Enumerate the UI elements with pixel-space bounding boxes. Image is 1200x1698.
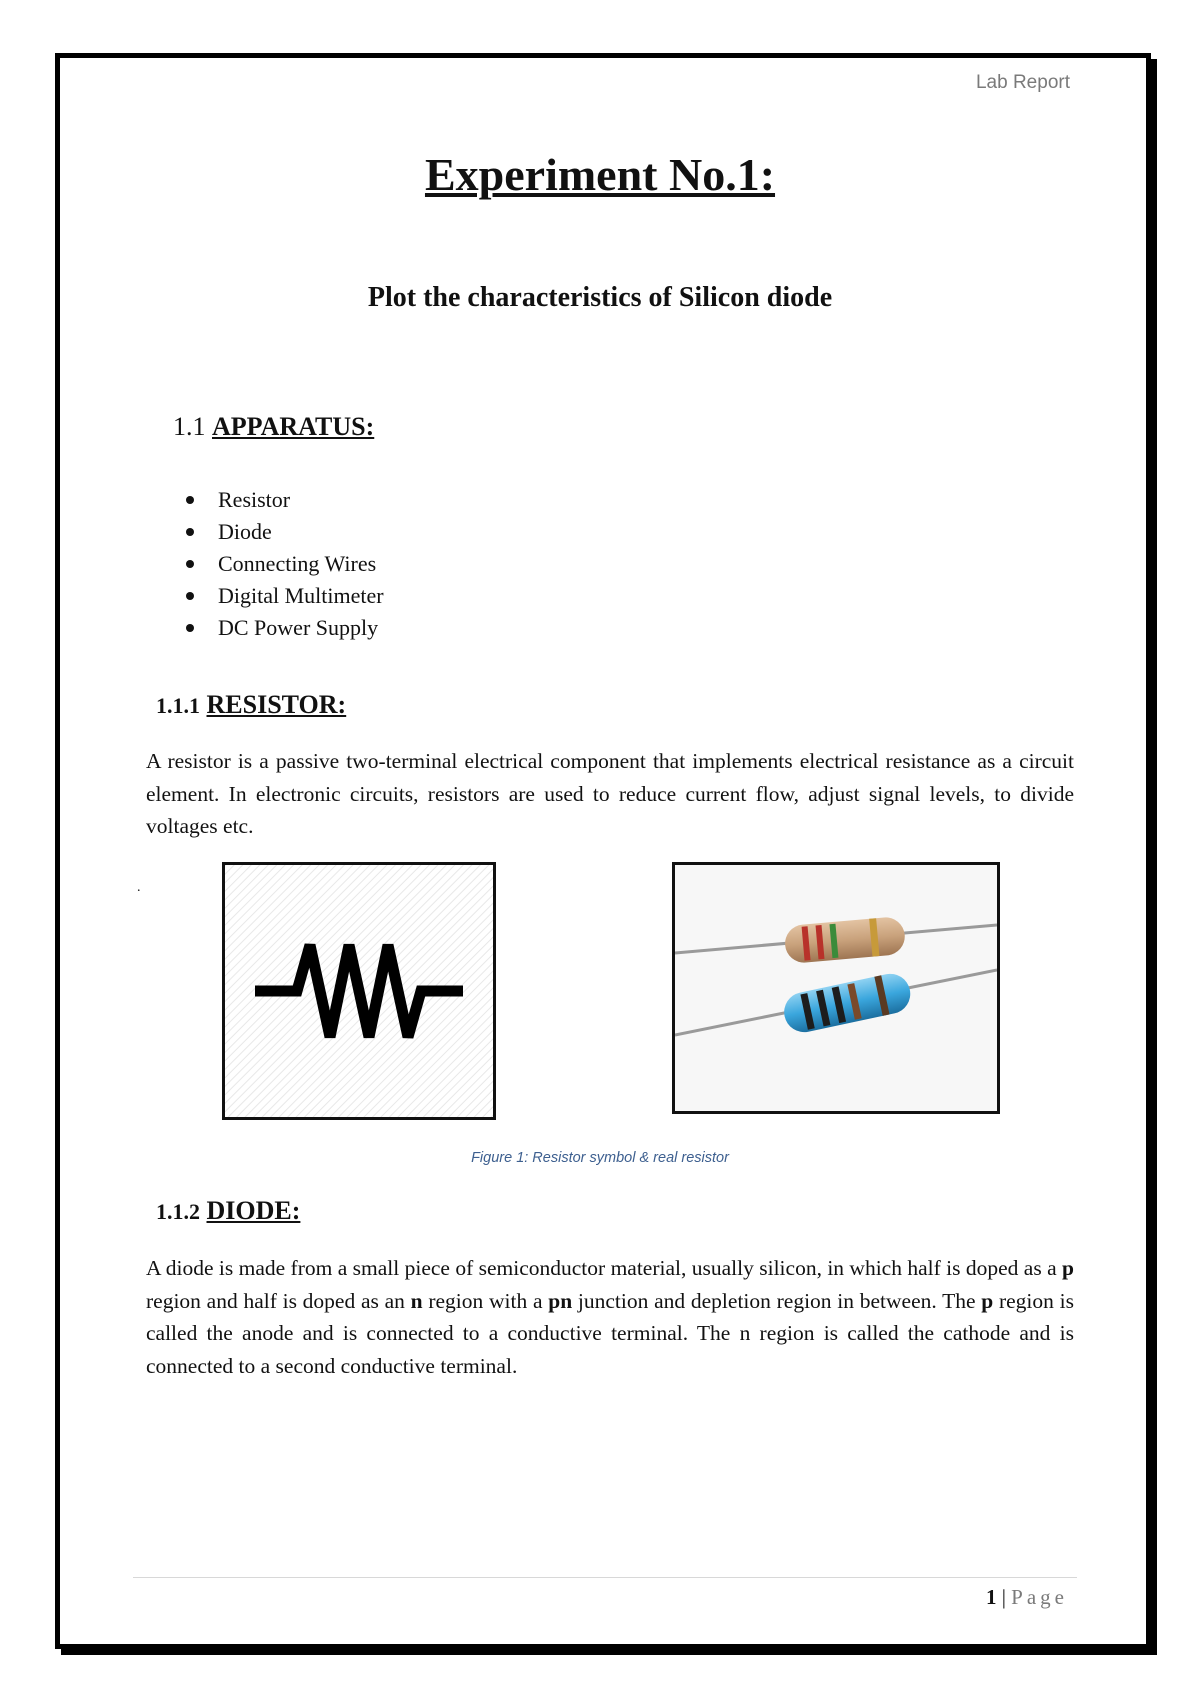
page-label: Page	[1011, 1585, 1068, 1609]
diode-paragraph	[146, 1252, 1074, 1382]
real-resistor-figure	[672, 862, 1000, 1114]
apparatus-label: APPARATUS:	[212, 412, 375, 441]
stray-mark: .	[137, 880, 141, 895]
resistor-symbol-figure	[222, 862, 496, 1120]
running-header: Lab Report	[975, 72, 1070, 93]
diode-number: 1.1.2	[156, 1199, 200, 1224]
list-item	[218, 516, 384, 548]
bullet-icon	[186, 592, 194, 600]
bullet-icon	[186, 624, 194, 632]
resistor-heading	[156, 690, 346, 720]
list-item-text: Resistor	[218, 487, 291, 512]
list-item	[218, 548, 384, 580]
resistor-label: RESISTOR:	[206, 690, 347, 719]
page-subtitle: Plot the characteristics of Silicon diode	[367, 282, 833, 313]
apparatus-number: 1.1	[173, 412, 206, 441]
list-item-text: DC Power Supply	[218, 615, 379, 640]
diode-bold-term: p	[981, 1288, 994, 1313]
diode-bold-term: pn	[548, 1288, 573, 1313]
diode-text: junction and depletion region in between. The	[572, 1288, 982, 1313]
list-item	[218, 484, 384, 516]
resistor-number: 1.1.1	[156, 693, 200, 718]
diode-bold-term: n	[410, 1288, 423, 1313]
apparatus-heading	[173, 412, 374, 442]
diode-label: DIODE:	[206, 1196, 301, 1225]
diode-heading	[156, 1196, 300, 1226]
bullet-icon	[186, 560, 194, 568]
resistor-paragraph: A resistor is a passive two-terminal electrical component that implements electrical resistance as a circuit element. In electronic circuits, resistors are used to reduce current flow, adjust signal levels, to divide voltages etc.	[146, 749, 1074, 838]
real-resistors-photo	[675, 865, 997, 1111]
figure-caption: Figure 1: Resistor symbol & real resistor	[471, 1150, 729, 1166]
footer-separator: |	[1001, 1585, 1006, 1609]
diode-bold-term: p	[1062, 1256, 1074, 1280]
diode-text: region and half is doped as an	[146, 1288, 411, 1313]
page-title: Experiment No.1:	[424, 149, 776, 200]
list-item-text: Connecting Wires	[218, 551, 377, 576]
list-item	[218, 580, 384, 612]
list-item-text: Digital Multimeter	[218, 583, 384, 608]
bullet-icon	[186, 528, 194, 536]
list-item-text: Diode	[218, 519, 272, 544]
footer-divider	[133, 1577, 1077, 1578]
resistor-symbol-icon	[225, 865, 493, 1117]
list-item	[218, 612, 384, 644]
apparatus-list	[218, 484, 384, 644]
page-footer	[986, 1585, 1068, 1610]
diode-text: region is called the anode and is connected to a conductive terminal. The n region is called the cathode and is connected to a second conductive terminal.	[146, 1288, 1074, 1378]
bullet-icon	[186, 496, 194, 504]
diode-text: A diode is made from a small piece of semiconductor material, usually silicon, in which half is doped as a	[146, 1256, 1063, 1280]
diode-text: region with a	[422, 1288, 549, 1313]
page-number: 1	[985, 1585, 997, 1609]
